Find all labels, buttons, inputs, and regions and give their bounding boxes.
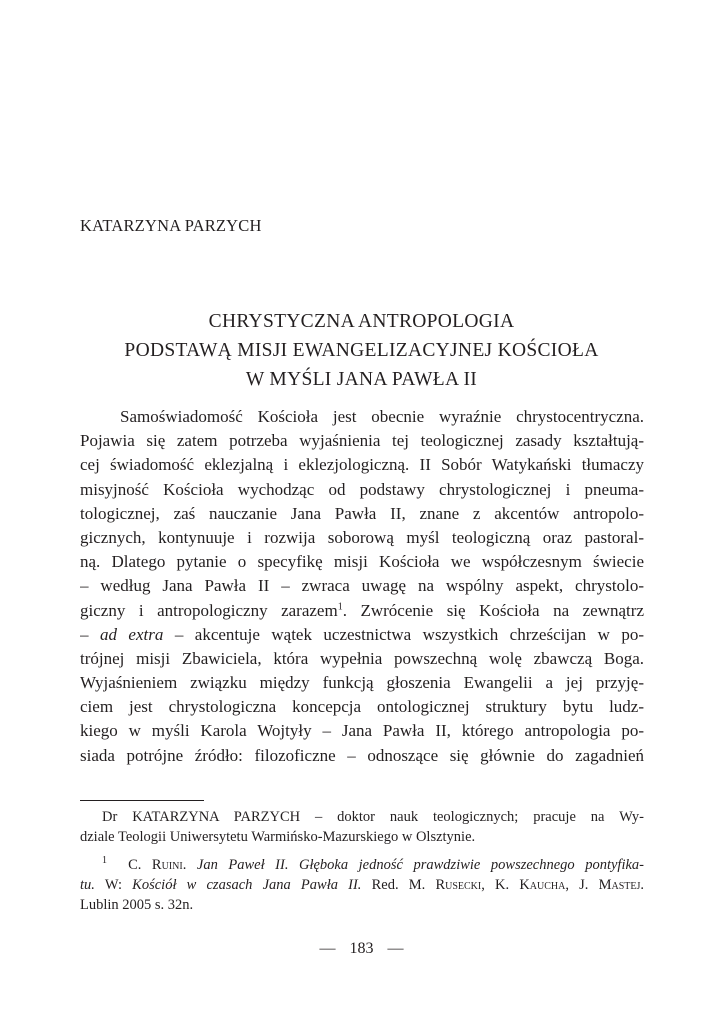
page-number-footer [0,940,723,958]
author-note-line: Dr KATARZYNA PARZYCH – doktor nauk teologicznych; pracuje na Wy- [102,809,644,825]
footnote-text: , J. [565,877,599,893]
footnote-editor: Mastej [598,877,641,893]
body-line: Samoświadomość Kościoła jest obecnie wyraźnie chrystocentryczna. [120,407,644,426]
body-line: tologicznej, zaś nauczanie Jana Pawła II, znane z akcentów antropolo- [80,503,644,523]
italic-phrase: ad extra [99,624,164,644]
footnote-separator [80,800,204,801]
article-author: KATARZYNA PARZYCH [80,216,262,235]
body-line: misyjność Kościoła wychodząc od podstawy chrystologicznej i pneuma- [80,479,644,499]
body-line: ną. Dlatego pytanie o specyfikę misji Kościoła we współczesnym świecie [80,552,644,572]
footnote-1 [80,855,644,915]
footnote-text: . [640,877,644,893]
body-line: – według Jana Pawła II – zwraca uwagę na wspólny aspekt, chrystolo- [80,576,644,596]
footnote-editor: Rusecki [435,877,482,893]
footnote-text: W: [94,877,133,893]
body-line: Wyjaśnieniem związku między funkcją głoszenia Ewangelii a jej przyję- [80,673,644,693]
body-text: – [80,624,100,644]
page-number: 183 [349,940,374,957]
body-text: giczny i antropologiczny zarazem [80,600,338,620]
footnote-editor: Kaucha [519,877,566,893]
body-text: . Zwrócenie się Kościoła na zewnątrz [342,600,644,620]
title-line: PODSTAWĄ MISJI EWANGELIZACYJNEJ KOŚCIOŁA [124,340,599,361]
body-line: kiego w myśli Karola Wojtyły – Jana Pawła II, którego antropologia po- [80,721,644,741]
footnote-author: C. Ruini. [128,857,187,873]
footnote-reference[interactable]: 1 [337,600,343,612]
page-dash-right: — [387,940,404,957]
article-body [80,405,644,768]
body-line: Pojawia się zatem potrzeba wyjaśnienia tej teologicznej zasady kształtują- [80,431,644,451]
title-line: CHRYSTYCZNA ANTROPOLOGIA [208,311,515,332]
page-dash-left: — [319,940,336,957]
body-line: gicznych, kontynuuje i rozwija soborową myśl teologiczną oraz pastoral- [80,527,644,547]
footnote-book: Kościół w czasach Jana Pawła II. [132,877,362,893]
body-line [80,599,644,623]
footnote-line [80,855,644,875]
footnote-line: Lublin 2005 s. 32n. [80,897,194,913]
footnote-title: tu. [80,877,95,893]
body-line: siada potrójne źródło: filozoficzne – odnoszące się głównie do zagadnień [80,745,644,765]
footnote-text: Red. M. [361,877,436,893]
article-title [60,307,663,394]
footnote-line [80,875,644,895]
author-note-line: dziale Teologii Uniwersytetu Warmińsko-Mazurskiego w Olsztynie. [80,829,476,845]
footnote-number: 1 [102,855,107,867]
body-line: cej świadomość eklezjalną i eklezjologiczną. II Sobór Watykański tłumaczy [80,455,644,475]
footnotes [80,807,644,915]
title-line: W MYŚLI JANA PAWŁA II [245,369,478,390]
body-line [80,623,644,647]
body-line: trójnej misji Zbawiciela, która wypełnia powszechną wolę zbawczą Boga. [80,648,644,668]
footnote-text: , K. [481,877,520,893]
body-text: – akcentuje wątek uczestnictwa wszystkich chrześcijan w po- [163,624,644,644]
body-line: ciem jest chrystologiczna koncepcja ontologicznej struktury bytu ludz- [80,697,644,717]
footnote-title: Jan Paweł II. Głęboka jedność prawdziwie powszechnego pontyfika- [196,857,644,873]
